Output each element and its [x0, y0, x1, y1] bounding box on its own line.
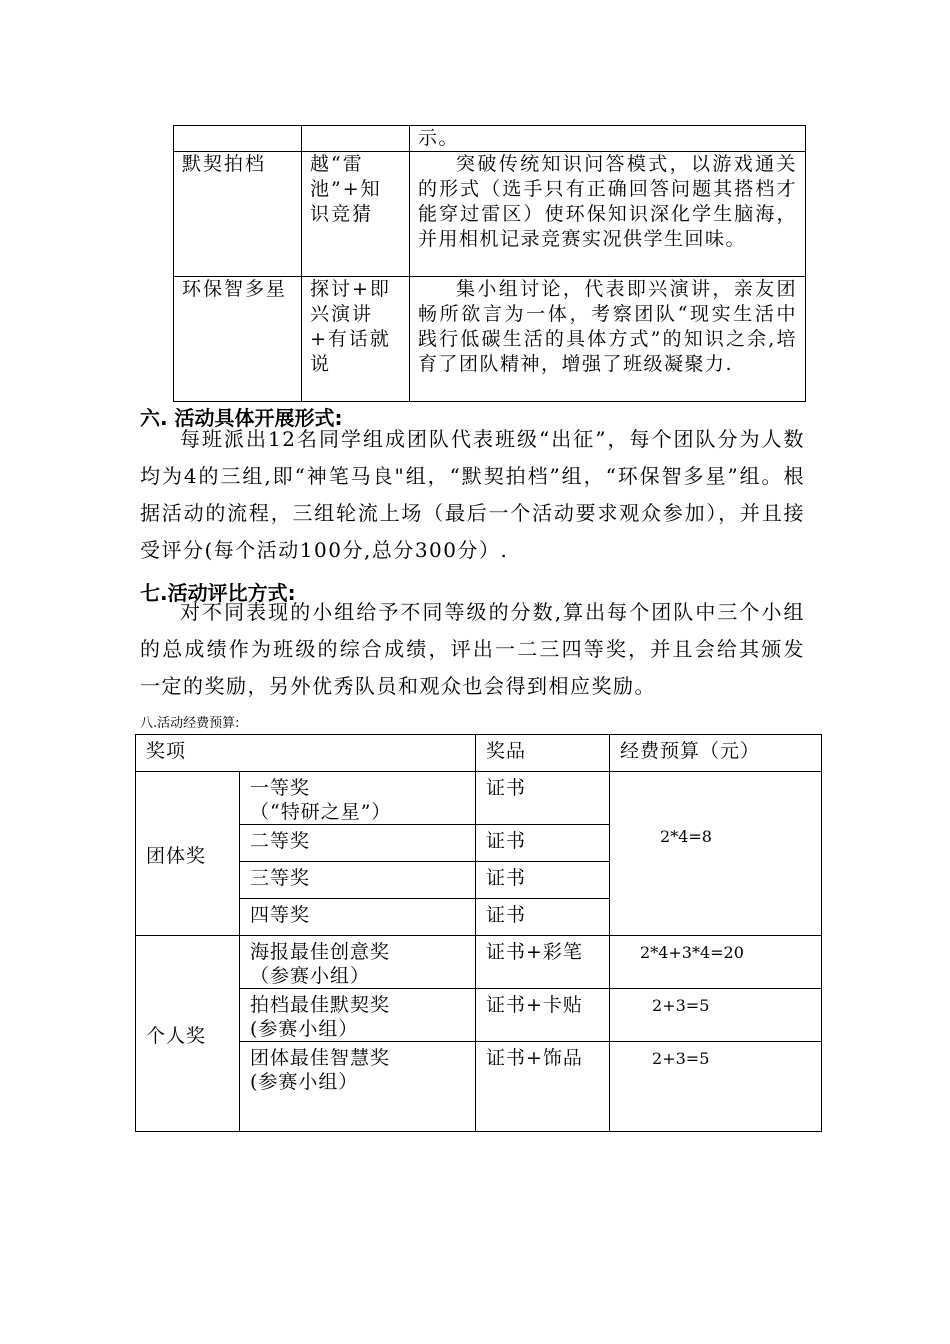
award-prize: 证书 — [476, 772, 610, 825]
budget-table — [135, 734, 822, 1132]
table-row — [136, 936, 822, 989]
table-row — [174, 126, 806, 152]
activity-description: 突破传统知识问答模式，以游戏通关的形式（选手只有正确回答问题其搭档才能穿过雷区）使环保知识深化学生脑海，并用相机记录竞赛实况供学生回味。 — [410, 152, 806, 277]
header-prize: 奖品 — [476, 735, 610, 772]
award-note: (参赛小组） — [250, 1071, 359, 1093]
award-name: 一等奖 — [250, 777, 311, 799]
table-row — [174, 277, 806, 402]
award-prize: 证书+卡贴 — [476, 989, 610, 1042]
budget-value: 2*4+3*4=20 — [640, 943, 744, 962]
award-name-cell — [240, 1042, 476, 1132]
award-note: （参赛小组） — [250, 965, 371, 987]
section-paragraph: 对不同表现的小组给予不同等级的分数,算出每个团队中三个小组的总成绩作为班级的综合成绩，评出一二三四等奖，并且会给其颁发一定的奖励，另外优秀队员和观众也会得到相应奖励。 — [140, 600, 805, 698]
section-paragraph: 每班派出12名同学组成团队代表班级“出征”，每个团队分为人数均为4的三组,即“神笔马良"组，“默契拍档”组，“环保智多星”组。根据活动的流程，三组轮流上场（最后一个活动要求观众参加），并且接受评分(每个活动100分,总分300分）. — [140, 427, 805, 562]
award-note: (参赛小组） — [250, 1018, 359, 1040]
activity-table — [173, 125, 806, 402]
section-heading: 七.活动评比方式: — [140, 581, 296, 605]
award-prize: 证书+彩笔 — [476, 936, 610, 989]
budget-value: 2+3=5 — [652, 996, 710, 1015]
award-prize: 证书 — [476, 899, 610, 936]
award-name: 拍档最佳默契奖 — [250, 994, 391, 1016]
award-name-cell — [240, 989, 476, 1042]
header-budget: 经费预算（元） — [610, 735, 822, 772]
award-budget — [610, 1042, 822, 1132]
budget-value: 2+3=5 — [652, 1049, 710, 1068]
award-budget — [610, 936, 822, 989]
award-prize: 证书+饰品 — [476, 1042, 610, 1132]
activity-continued-text: 示。 — [410, 126, 806, 152]
table-row — [136, 772, 822, 825]
award-note: （“特研之星”） — [250, 801, 392, 823]
budget-value: 2*4=8 — [660, 827, 712, 846]
activity-form: 探讨+即兴演讲+有话就说 — [302, 277, 410, 402]
team-award-label: 团体奖 — [136, 772, 240, 936]
activity-description: 集小组讨论，代表即兴演讲，亲友团畅所欲言为一体，考察团队“现实生活中践行低碳生活的具体方式”的知识之余,培育了团队精神，增强了班级凝聚力. — [410, 277, 806, 402]
award-name: 四等奖 — [240, 899, 476, 936]
award-name: 海报最佳创意奖 — [250, 941, 391, 963]
header-item: 奖项 — [136, 735, 476, 772]
section-heading: 六. 活动具体开展形式: — [140, 406, 343, 430]
table-header-row — [136, 735, 822, 772]
award-name-cell — [240, 772, 476, 825]
activity-name: 默契拍档 — [174, 152, 302, 277]
award-name-cell — [240, 936, 476, 989]
award-budget — [610, 772, 822, 936]
award-name: 二等奖 — [240, 825, 476, 862]
activity-name: 环保智多星 — [174, 277, 302, 402]
award-prize: 证书 — [476, 862, 610, 899]
table-cell — [174, 126, 302, 152]
table-row — [174, 152, 806, 277]
award-budget — [610, 989, 822, 1042]
section-heading: 八.活动经费预算: — [140, 716, 240, 731]
award-prize: 证书 — [476, 825, 610, 862]
table-cell — [302, 126, 410, 152]
award-name: 三等奖 — [240, 862, 476, 899]
activity-form: 越“雷池”+知识竞猜 — [302, 152, 410, 277]
award-name: 团体最佳智慧奖 — [250, 1047, 391, 1069]
individual-award-label: 个人奖 — [136, 936, 240, 1132]
